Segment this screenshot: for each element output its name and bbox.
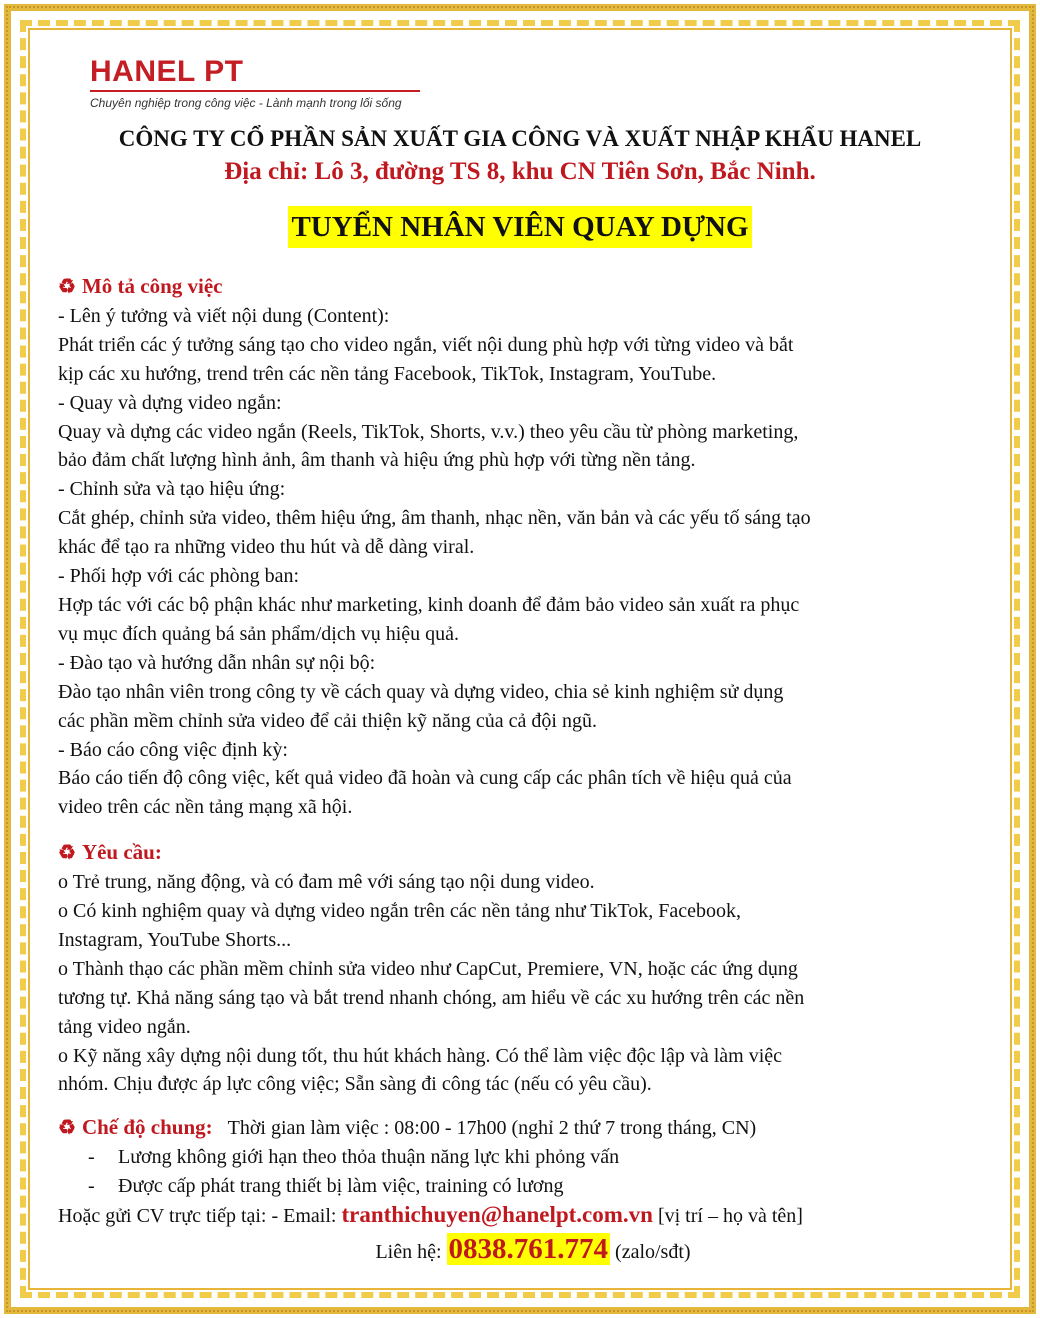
section-title: Chế độ chung: — [81, 1115, 213, 1140]
requirements-list — [58, 868, 1008, 1099]
company-logo — [90, 56, 420, 110]
logo-tagline: Chuyên nghiệp trong công việc - Lành mạnh trong lối sống — [90, 96, 402, 110]
description-line: - Phối hợp với các phòng ban: — [58, 565, 300, 588]
description-line: video trên các nền tảng mạng xã hội. — [58, 796, 353, 819]
contact-label: Liên hệ: — [375, 1241, 447, 1263]
section-benefits-heading — [58, 1113, 1008, 1143]
description-line: Cắt ghép, chỉnh sửa video, thêm hiệu ứng, âm thanh, nhạc nền, văn bản và các yếu tố sáng tạo — [58, 507, 811, 530]
contact-note: (zalo/sđt) — [610, 1241, 691, 1263]
recycle-icon: ♻ — [58, 842, 76, 865]
requirement-line: o Thành thạo các phần mềm chỉnh sửa video như CapCut, Premiere, VN, hoặc các ứng dụng — [58, 957, 798, 980]
section-requirements-heading — [58, 838, 1008, 868]
job-headline: TUYỂN NHÂN VIÊN QUAY DỰNG — [288, 206, 751, 248]
email-link[interactable]: tranthichuyen@hanelpt.com.vn — [341, 1202, 653, 1228]
recycle-icon: ♻ — [58, 1117, 76, 1140]
company-address: Địa chỉ: Lô 3, đường TS 8, khu CN Tiên Sơn, Bắc Ninh. — [224, 158, 816, 185]
description-line: vụ mục đích quảng bá sản phẩm/dịch vụ hiệu quả. — [58, 622, 460, 645]
requirement-line: nhóm. Chịu được áp lực công việc; Sẵn sàng đi công tác (nếu có yêu cầu). — [58, 1073, 652, 1096]
requirement-line: tương tự. Khả năng sáng tạo và bắt trend nhanh chóng, am hiểu về các xu hướng trên các nền — [58, 986, 805, 1009]
benefit-item — [58, 1143, 1008, 1172]
description-line: - Quay và dựng video ngắn: — [58, 391, 282, 414]
recycle-icon: ♻ — [58, 276, 76, 298]
apply-prefix: Hoặc gửi CV trực tiếp tại: - Email: — [58, 1205, 342, 1228]
description-line: Phát triển các ý tưởng sáng tạo cho video ngắn, viết nội dung phù hợp với từng video và bắt — [58, 333, 794, 356]
requirement-line: o Có kinh nghiệm quay và dựng video ngắn trên các nền tảng như TikTok, Facebook, — [58, 900, 741, 923]
description-line: - Báo cáo công việc định kỳ: — [58, 738, 288, 761]
logo-underline — [90, 90, 420, 92]
description-line: các phần mềm chỉnh sửa video để cải thiện kỹ năng của cả đội ngũ. — [58, 709, 597, 732]
section-title: Yêu cầu: — [81, 840, 162, 865]
description-line: Hợp tác với các bộ phận khác như marketing, kinh doanh để đảm bảo video sản xuất ra phục — [58, 593, 800, 616]
section-title: Mô tả công việc — [81, 274, 223, 298]
job-description-list — [58, 302, 1008, 822]
description-line: - Đào tạo và hướng dẫn nhân sự nội bộ: — [58, 651, 376, 674]
benefits-list — [58, 1143, 1008, 1201]
phone-number[interactable]: 0838.761.774 — [448, 1233, 609, 1265]
description-line: Báo cáo tiến độ công việc, kết quả video đã hoàn và cung cấp các phân tích về hiệu quả của — [58, 767, 792, 790]
description-line: khác để tạo ra những video thu hút và dễ dàng viral. — [58, 536, 475, 559]
benefit-text: Được cấp phát trang thiết bị làm việc, training có lương — [118, 1175, 564, 1198]
dash-bullet-icon: - — [88, 1175, 95, 1198]
description-line: kịp các xu hướng, trend trên các nền tảng Facebook, TikTok, Instagram, YouTube. — [58, 362, 717, 385]
description-line: Quay và dựng các video ngắn (Reels, TikTok, Shorts, v.v.) theo yêu cầu từ phòng marketing, — [58, 420, 799, 443]
description-line: - Lên ý tưởng và viết nội dung (Content): — [58, 304, 390, 327]
description-line: - Chỉnh sửa và tạo hiệu ứng: — [58, 478, 286, 501]
benefit-item — [58, 1172, 1008, 1201]
headline-wrap — [0, 206, 1040, 248]
benefit-text: Lương không giới hạn theo thỏa thuận năng lực khi phỏng vấn — [118, 1146, 620, 1169]
section-job-description-heading — [58, 272, 1008, 302]
requirement-line: Instagram, YouTube Shorts... — [58, 928, 292, 951]
requirement-line: tảng video ngắn. — [58, 1015, 191, 1038]
apply-line — [58, 1201, 1008, 1231]
logo-name: HANEL PT — [90, 55, 244, 88]
apply-suffix: [vị trí – họ và tên] — [652, 1205, 803, 1228]
requirement-line: o Kỹ năng xây dựng nội dung tốt, thu hút khách hàng. Có thể làm việc độc lập và làm việc — [58, 1044, 783, 1067]
dash-bullet-icon: - — [88, 1146, 95, 1169]
posting-content — [58, 272, 1008, 1267]
company-name: CÔNG TY CỔ PHẦN SẢN XUẤT GIA CÔNG VÀ XUẤT NHẬP KHẨU HANEL — [118, 126, 922, 151]
contact-line — [58, 1235, 1008, 1267]
requirement-line: o Trẻ trung, năng động, và có đam mê với sáng tạo nội dung video. — [58, 871, 595, 894]
working-hours: Thời gian làm việc : 08:00 - 17h00 (nghỉ 2 thứ 7 trong tháng, CN) — [227, 1117, 757, 1140]
description-line: Đào tạo nhân viên trong công ty về cách quay và dựng video, chia sẻ kinh nghiệm sử dụng — [58, 680, 784, 703]
description-line: bảo đảm chất lượng hình ảnh, âm thanh và hiệu ứng phù hợp với từng nền tảng. — [58, 449, 696, 472]
